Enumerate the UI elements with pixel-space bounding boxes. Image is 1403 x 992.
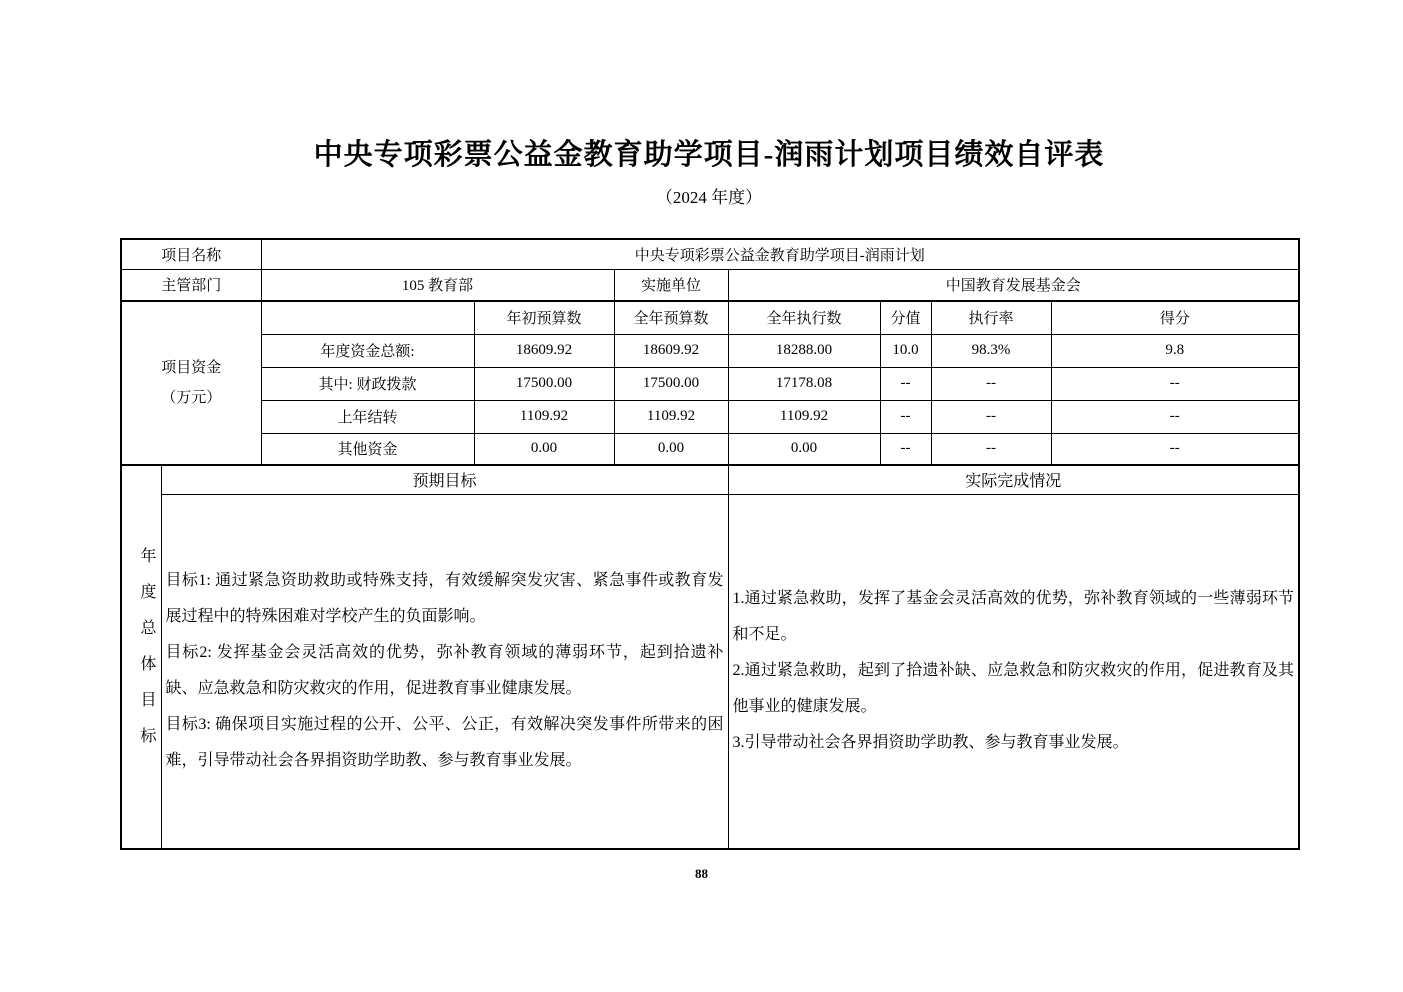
- column-header-score: 得分: [1051, 301, 1299, 334]
- funding-cell: 0.00: [474, 433, 614, 465]
- funding-cell: 1109.92: [614, 400, 728, 433]
- expected-goal-paragraph: 目标2: 发挥基金会灵活高效的优势，弥补教育领域的薄弱环节，起到拾遗补缺、应急救急和防灾救灾的作用，促进教育事业健康发展。: [165, 644, 724, 698]
- actual-completion-header: 实际完成情况: [728, 465, 1299, 494]
- funding-cell: 98.3%: [931, 334, 1051, 367]
- funding-row-fiscal: [121, 367, 1299, 400]
- funding-cell: 18288.00: [728, 334, 880, 367]
- funding-cell: --: [931, 367, 1051, 400]
- implementer-label: 实施单位: [614, 269, 728, 301]
- funding-cell: --: [931, 400, 1051, 433]
- goals-body-row: [121, 494, 1299, 849]
- expected-goals-body: [161, 494, 728, 849]
- funding-cell: 17178.08: [728, 367, 880, 400]
- funding-section-label: [121, 301, 261, 465]
- document-subtitle: （2024 年度）: [655, 188, 763, 207]
- funding-section-label-line1: 项目资金: [161, 360, 222, 376]
- funding-cell: 10.0: [880, 334, 931, 367]
- funding-header-row: [121, 301, 1299, 334]
- table-row: [121, 269, 1299, 301]
- project-name-value: 中央专项彩票公益金教育助学项目-润雨计划: [261, 239, 1299, 269]
- funding-cell: --: [880, 400, 931, 433]
- actual-completion-body: [728, 494, 1299, 849]
- funding-cell: 18609.92: [614, 334, 728, 367]
- funding-cell: 0.00: [614, 433, 728, 465]
- funding-cell: --: [880, 367, 931, 400]
- funding-row-total: [121, 334, 1299, 367]
- funding-row-label: 上年结转: [261, 400, 474, 433]
- funding-cell: 17500.00: [474, 367, 614, 400]
- funding-row-label: 其他资金: [261, 433, 474, 465]
- goals-sidebar-label-cell: [121, 465, 161, 849]
- funding-cell: 1109.92: [474, 400, 614, 433]
- funding-cell: --: [1051, 400, 1299, 433]
- actual-completion-paragraph: 3.引导带动社会各界捐资助学助教、参与教育事业发展。: [732, 734, 1129, 752]
- evaluation-table: [120, 238, 1300, 850]
- document-title: 中央专项彩票公益金教育助学项目-润雨计划项目绩效自评表: [313, 139, 1105, 171]
- funding-cell: 18609.92: [474, 334, 614, 367]
- funding-row-label: 其中: 财政拨款: [261, 367, 474, 400]
- department-label: 主管部门: [121, 269, 261, 301]
- funding-cell: 9.8: [1051, 334, 1299, 367]
- expected-goals-header: 预期目标: [161, 465, 728, 494]
- column-header-executed: 全年执行数: [728, 301, 880, 334]
- column-header-initial-budget: 年初预算数: [474, 301, 614, 334]
- column-header-annual-budget: 全年预算数: [614, 301, 728, 334]
- department-value: 105 教育部: [261, 269, 614, 301]
- project-name-label: 项目名称: [121, 239, 261, 269]
- column-header-score-weight: 分值: [880, 301, 931, 334]
- funding-row-carryover: [121, 400, 1299, 433]
- funding-row-other: [121, 433, 1299, 465]
- funding-section-label-line2: （万元）: [161, 390, 222, 406]
- implementer-value: 中国教育发展基金会: [728, 269, 1299, 301]
- funding-cell: --: [1051, 433, 1299, 465]
- funding-row-label: 年度资金总额:: [261, 334, 474, 367]
- funding-blank-header-cell: [261, 301, 474, 334]
- expected-goal-paragraph: 目标3: 确保项目实施过程的公开、公平、公正，有效解决突发事件所带来的困难，引导带动社会各界捐资助学助教、参与教育事业发展。: [165, 716, 724, 770]
- table-row: [121, 239, 1299, 269]
- funding-cell: --: [880, 433, 931, 465]
- actual-completion-paragraph: 2.通过紧急救助，起到了拾遗补缺、应急救急和防灾救灾的作用，促进教育及其他事业的健康发展。: [732, 662, 1295, 716]
- funding-cell: 1109.92: [728, 400, 880, 433]
- funding-cell: --: [1051, 367, 1299, 400]
- column-header-execution-rate: 执行率: [931, 301, 1051, 334]
- funding-cell: 17500.00: [614, 367, 728, 400]
- goals-sidebar-label: 年度总体目标: [138, 546, 155, 763]
- expected-goal-paragraph: 目标1: 通过紧急资助救助或特殊支持，有效缓解突发灾害、紧急事件或教育发展过程中的特殊困难对学校产生的负面影响。: [165, 572, 724, 626]
- page-number: 88: [695, 866, 708, 881]
- goals-header-row: [121, 465, 1299, 494]
- funding-cell: --: [931, 433, 1051, 465]
- actual-completion-paragraph: 1.通过紧急救助，发挥了基金会灵活高效的优势，弥补教育领域的一些薄弱环节和不足。: [732, 590, 1295, 644]
- funding-cell: 0.00: [728, 433, 880, 465]
